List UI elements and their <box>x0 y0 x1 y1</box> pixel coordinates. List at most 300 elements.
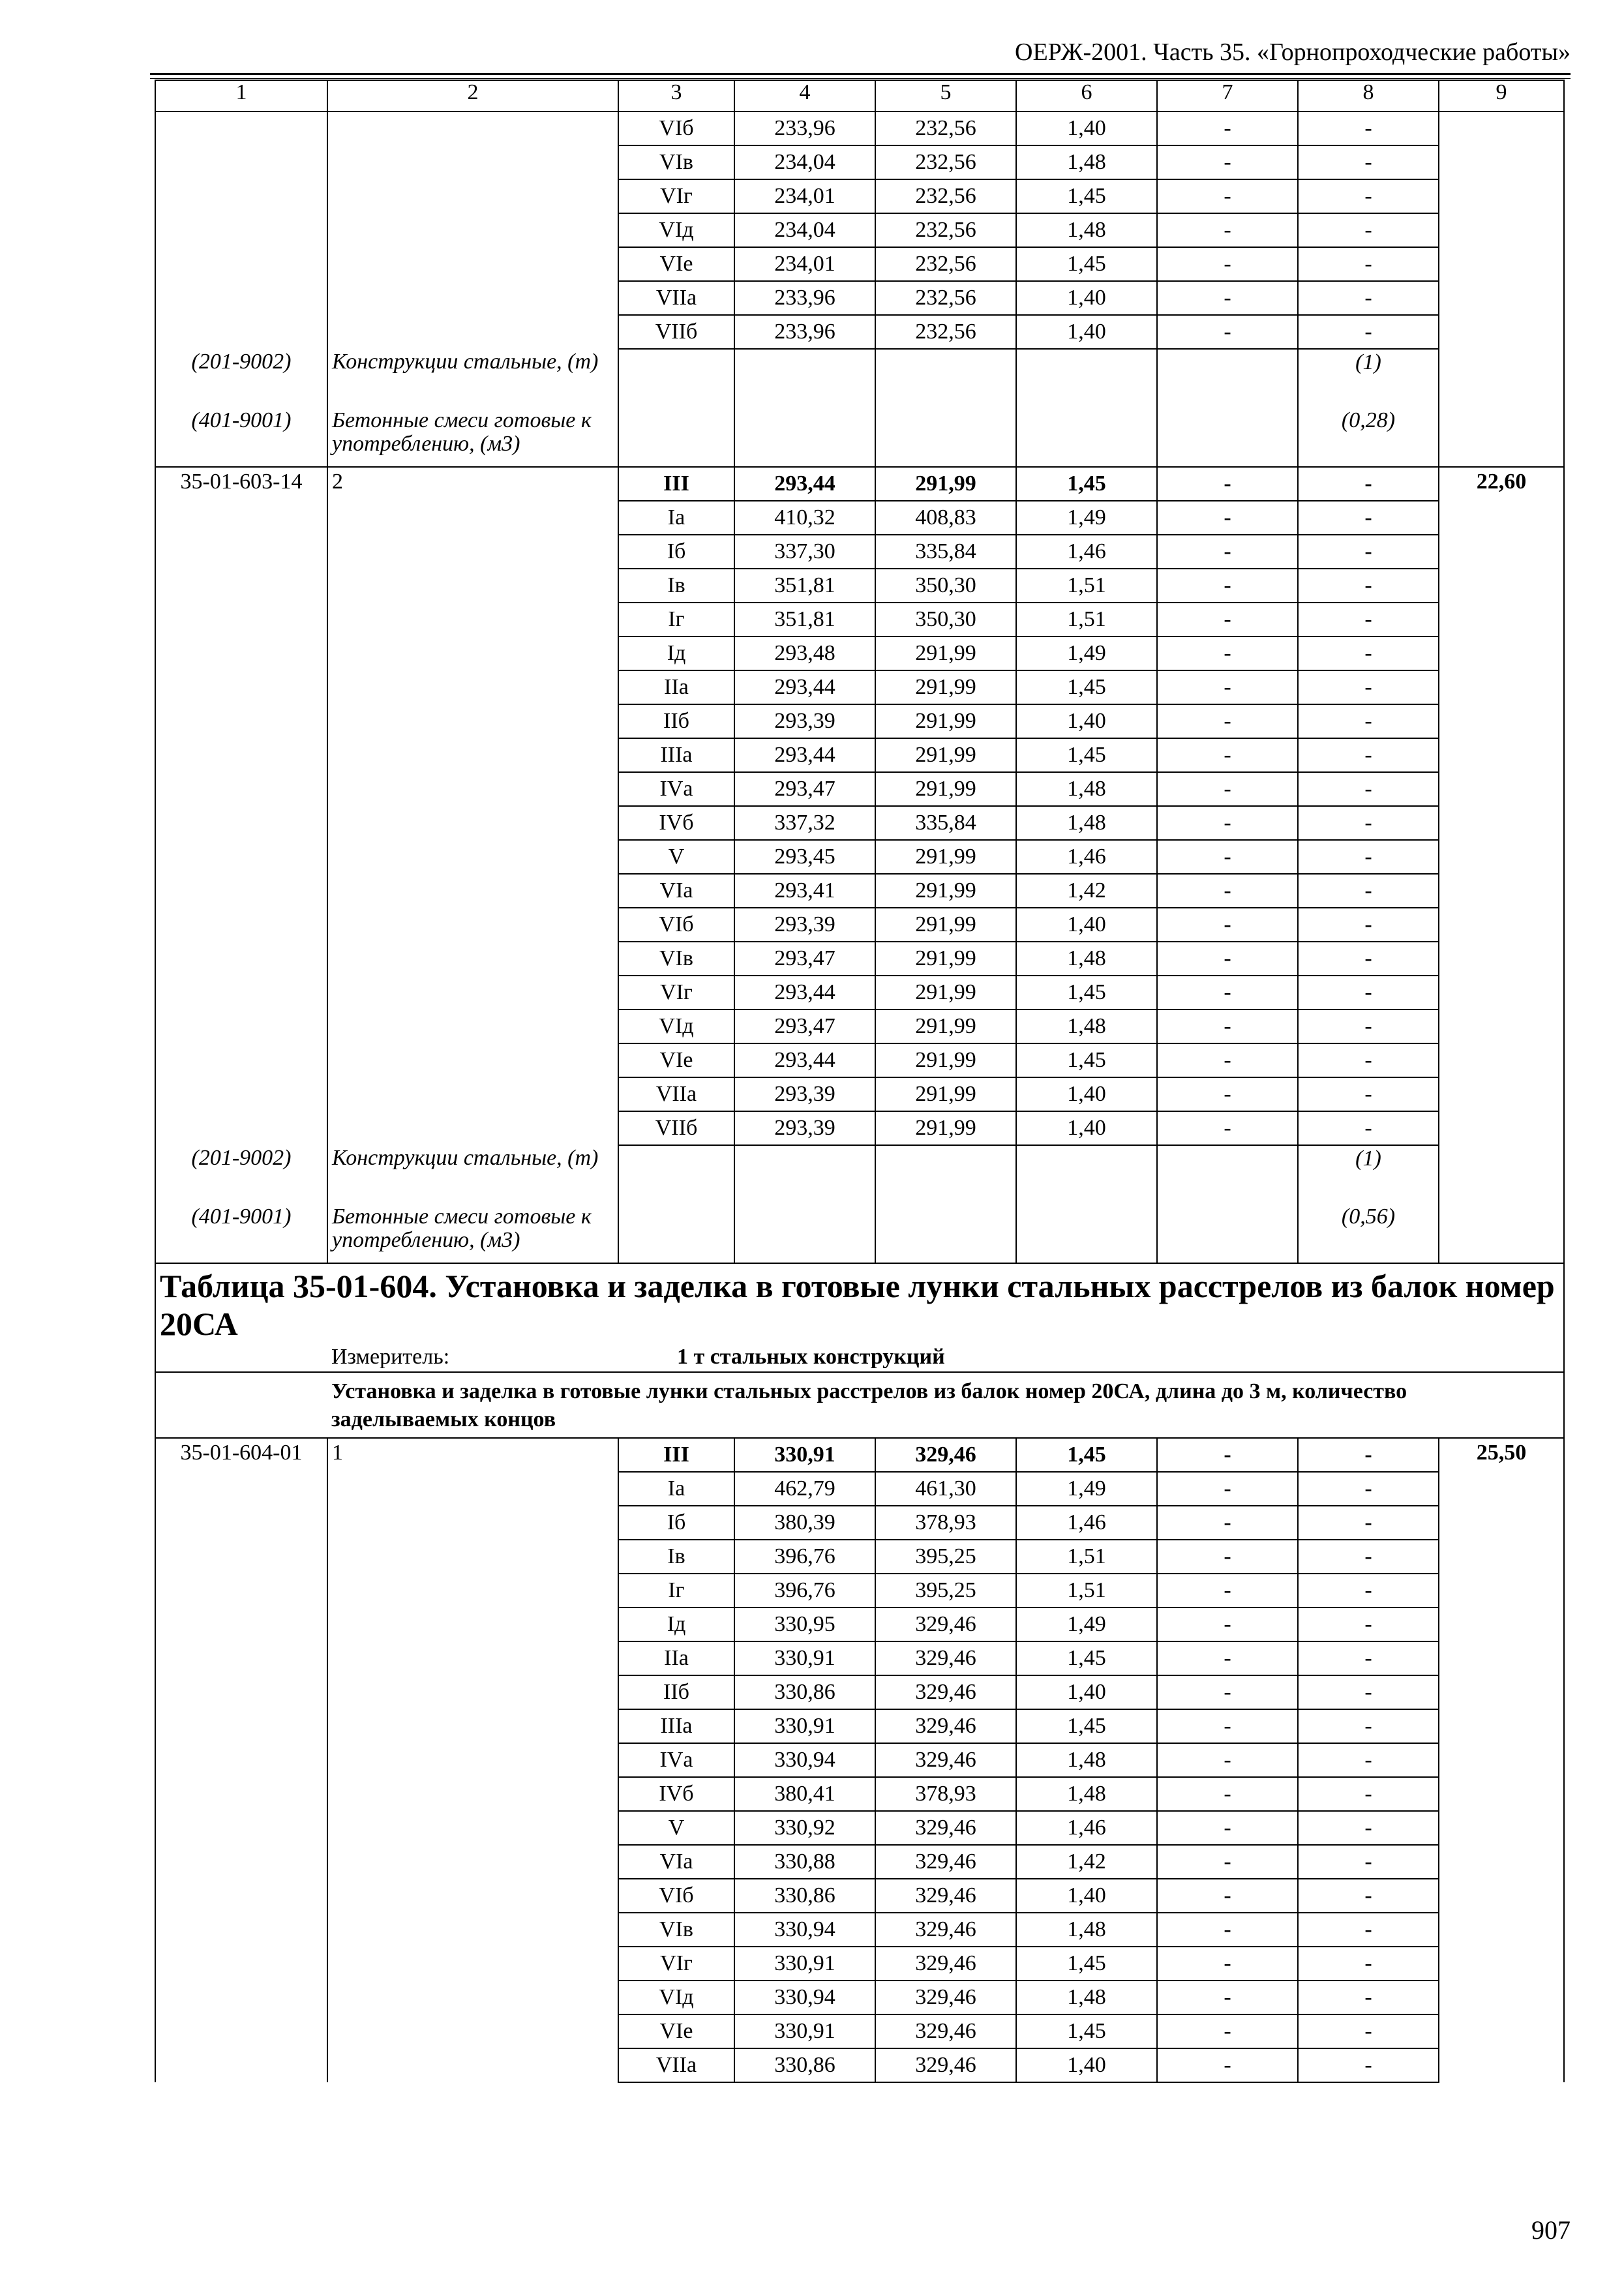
norm-name: 1 <box>327 1438 618 2082</box>
wages-cost: 329,46 <box>875 1743 1016 1777</box>
machine-cost: 1,51 <box>1016 603 1157 636</box>
machine-cost: 1,40 <box>1016 112 1157 145</box>
machine-cost: 1,45 <box>1016 247 1157 281</box>
materials-cost: - <box>1298 1913 1439 1947</box>
zone-code: Iг <box>618 603 734 636</box>
zone-code: VIа <box>618 1845 734 1879</box>
norm-code <box>155 112 327 349</box>
machine-wages: - <box>1157 636 1298 670</box>
machine-wages: - <box>1157 1879 1298 1913</box>
machine-wages: - <box>1157 1777 1298 1811</box>
wages-cost: 291,99 <box>875 840 1016 874</box>
resource-quantity: (0,28) <box>1298 408 1439 467</box>
total-cost: 233,96 <box>734 281 875 315</box>
machine-wages: - <box>1157 1913 1298 1947</box>
zone-code: Iд <box>618 1608 734 1641</box>
materials-cost: - <box>1298 1540 1439 1574</box>
machine-cost: 1,46 <box>1016 1506 1157 1540</box>
resource-quantity: (0,56) <box>1298 1204 1439 1263</box>
wages-cost: 291,99 <box>875 874 1016 908</box>
total-cost: 330,92 <box>734 1811 875 1845</box>
machine-wages: - <box>1157 976 1298 1010</box>
zone-code: VIв <box>618 942 734 976</box>
total-cost: 380,39 <box>734 1506 875 1540</box>
zone-code: Iб <box>618 1506 734 1540</box>
materials-cost: - <box>1298 213 1439 247</box>
total-cost: 337,30 <box>734 535 875 569</box>
zone-code: IIIа <box>618 738 734 772</box>
wages-cost: 232,56 <box>875 112 1016 145</box>
total-cost: 293,39 <box>734 1077 875 1111</box>
total-cost: 330,95 <box>734 1608 875 1641</box>
wages-cost: 291,99 <box>875 1043 1016 1077</box>
total-cost: 330,91 <box>734 1438 875 1472</box>
zone-code: VIе <box>618 247 734 281</box>
resource-empty-cell <box>734 1145 875 1204</box>
resource-code: (401-9001) <box>155 1204 327 1263</box>
total-cost: 293,48 <box>734 636 875 670</box>
column-number: 1 <box>155 80 327 112</box>
zone-code: V <box>618 1811 734 1845</box>
zone-code: IVб <box>618 806 734 840</box>
column-number: 6 <box>1016 80 1157 112</box>
table-row <box>155 467 1564 501</box>
norm-code: 35-01-603-14 <box>155 467 327 1145</box>
total-cost: 380,41 <box>734 1777 875 1811</box>
wages-cost: 329,46 <box>875 1608 1016 1641</box>
wages-cost: 329,46 <box>875 1947 1016 1981</box>
materials-cost: - <box>1298 908 1439 942</box>
resource-empty-cell <box>618 1145 734 1204</box>
machine-cost: 1,48 <box>1016 1010 1157 1043</box>
zone-code: VIа <box>618 874 734 908</box>
materials-cost: - <box>1298 145 1439 179</box>
wages-cost: 291,99 <box>875 908 1016 942</box>
resource-code: (201-9002) <box>155 349 327 408</box>
materials-cost: - <box>1298 738 1439 772</box>
machine-wages: - <box>1157 1743 1298 1777</box>
materials-cost: - <box>1298 2048 1439 2082</box>
resource-empty-cell <box>1016 349 1157 408</box>
machine-cost: 1,48 <box>1016 1981 1157 2014</box>
machine-wages: - <box>1157 535 1298 569</box>
wages-cost: 395,25 <box>875 1540 1016 1574</box>
machine-wages: - <box>1157 1675 1298 1709</box>
resource-empty-cell <box>734 349 875 408</box>
machine-cost: 1,49 <box>1016 636 1157 670</box>
machine-cost: 1,42 <box>1016 874 1157 908</box>
total-cost: 234,04 <box>734 145 875 179</box>
materials-cost: - <box>1298 1574 1439 1608</box>
resource-code: (401-9001) <box>155 408 327 467</box>
machine-cost: 1,45 <box>1016 670 1157 704</box>
zone-code: VIб <box>618 112 734 145</box>
wages-cost: 291,99 <box>875 1010 1016 1043</box>
machine-wages: - <box>1157 1845 1298 1879</box>
machine-wages: - <box>1157 772 1298 806</box>
wages-cost: 232,56 <box>875 281 1016 315</box>
zone-code: Iд <box>618 636 734 670</box>
resource-empty-cell <box>618 408 734 467</box>
machine-wages: - <box>1157 145 1298 179</box>
wages-cost: 291,99 <box>875 704 1016 738</box>
wages-cost: 291,99 <box>875 1077 1016 1111</box>
wages-cost: 329,46 <box>875 1675 1016 1709</box>
machine-cost: 1,40 <box>1016 1675 1157 1709</box>
machine-cost: 1,45 <box>1016 1043 1157 1077</box>
machine-wages: - <box>1157 1043 1298 1077</box>
resource-empty-cell <box>1157 408 1298 467</box>
column-number: 4 <box>734 80 875 112</box>
total-cost: 337,32 <box>734 806 875 840</box>
resource-row <box>155 1204 1564 1263</box>
machine-cost: 1,49 <box>1016 1472 1157 1506</box>
machine-wages: - <box>1157 1709 1298 1743</box>
resource-name: Конструкции стальные, (т) <box>327 349 618 408</box>
materials-cost: - <box>1298 1111 1439 1145</box>
description-row <box>155 1372 1564 1438</box>
machine-cost: 1,42 <box>1016 1845 1157 1879</box>
materials-cost: - <box>1298 467 1439 501</box>
column-number-row <box>155 80 1564 112</box>
machine-wages: - <box>1157 213 1298 247</box>
total-cost: 351,81 <box>734 569 875 603</box>
machine-wages: - <box>1157 1472 1298 1506</box>
total-cost: 330,94 <box>734 1981 875 2014</box>
page-header-title: ОЕРЖ-2001. Часть 35. «Горнопроходческие работы» <box>1015 38 1571 66</box>
resource-empty-cell <box>1016 1145 1157 1204</box>
norm-name <box>327 112 618 349</box>
total-cost: 293,39 <box>734 704 875 738</box>
machine-wages: - <box>1157 738 1298 772</box>
total-cost: 396,76 <box>734 1574 875 1608</box>
machine-cost: 1,40 <box>1016 315 1157 349</box>
machine-cost: 1,46 <box>1016 535 1157 569</box>
wages-cost: 232,56 <box>875 145 1016 179</box>
total-cost: 293,47 <box>734 772 875 806</box>
machine-wages: - <box>1157 1811 1298 1845</box>
materials-cost: - <box>1298 247 1439 281</box>
zone-code: VIд <box>618 1010 734 1043</box>
zone-code: IIб <box>618 704 734 738</box>
machine-cost: 1,48 <box>1016 806 1157 840</box>
wages-cost: 329,46 <box>875 1641 1016 1675</box>
table-row <box>155 1438 1564 1472</box>
wages-cost: 335,84 <box>875 806 1016 840</box>
total-cost: 234,04 <box>734 213 875 247</box>
zone-code: VIIб <box>618 1111 734 1145</box>
materials-cost: - <box>1298 874 1439 908</box>
zone-code: VIг <box>618 179 734 213</box>
zone-code: III <box>618 1438 734 1472</box>
resource-quantity: (1) <box>1298 349 1439 408</box>
machine-wages: - <box>1157 908 1298 942</box>
materials-cost: - <box>1298 670 1439 704</box>
machine-cost: 1,40 <box>1016 2048 1157 2082</box>
wages-cost: 291,99 <box>875 738 1016 772</box>
total-cost: 410,32 <box>734 501 875 535</box>
materials-cost: - <box>1298 1010 1439 1043</box>
machine-cost: 1,45 <box>1016 1947 1157 1981</box>
total-cost: 462,79 <box>734 1472 875 1506</box>
machine-wages: - <box>1157 1641 1298 1675</box>
materials-cost: - <box>1298 1981 1439 2014</box>
resource-empty-cell <box>1016 1204 1157 1263</box>
resource-empty-cell <box>1157 349 1298 408</box>
resource-empty-cell <box>734 1204 875 1263</box>
zone-code: VIIб <box>618 315 734 349</box>
materials-cost: - <box>1298 704 1439 738</box>
machine-cost: 1,45 <box>1016 2014 1157 2048</box>
wages-cost: 329,46 <box>875 1438 1016 1472</box>
column-number: 7 <box>1157 80 1298 112</box>
total-cost: 293,39 <box>734 908 875 942</box>
total-cost: 293,44 <box>734 976 875 1010</box>
norm-name: 2 <box>327 467 618 1145</box>
machine-wages: - <box>1157 2048 1298 2082</box>
machine-cost: 1,48 <box>1016 145 1157 179</box>
resource-name: Бетонные смеси готовые к употреблению, (м3) <box>327 408 618 467</box>
wages-cost: 232,56 <box>875 247 1016 281</box>
measure-spacer <box>155 1343 327 1372</box>
resource-empty-cell <box>875 349 1016 408</box>
materials-cost: - <box>1298 636 1439 670</box>
zone-code: IIб <box>618 1675 734 1709</box>
total-cost: 330,86 <box>734 2048 875 2082</box>
resource-empty-cell <box>734 408 875 467</box>
wages-cost: 395,25 <box>875 1574 1016 1608</box>
machine-cost: 1,48 <box>1016 1743 1157 1777</box>
materials-cost: - <box>1298 806 1439 840</box>
machine-cost: 1,40 <box>1016 704 1157 738</box>
zone-code: VIе <box>618 1043 734 1077</box>
wages-cost: 291,99 <box>875 976 1016 1010</box>
total-cost: 330,94 <box>734 1913 875 1947</box>
machine-wages: - <box>1157 1947 1298 1981</box>
machine-cost: 1,48 <box>1016 1913 1157 1947</box>
resource-row <box>155 408 1564 467</box>
machine-cost: 1,51 <box>1016 1574 1157 1608</box>
resource-code: (201-9002) <box>155 1145 327 1204</box>
total-cost: 293,39 <box>734 1111 875 1145</box>
machine-wages: - <box>1157 1438 1298 1472</box>
wages-cost: 291,99 <box>875 467 1016 501</box>
wages-cost: 232,56 <box>875 213 1016 247</box>
machine-cost: 1,46 <box>1016 840 1157 874</box>
machine-wages: - <box>1157 569 1298 603</box>
zone-code: VIв <box>618 1913 734 1947</box>
wages-cost: 329,46 <box>875 1709 1016 1743</box>
total-cost: 330,91 <box>734 2014 875 2048</box>
norm-code: 35-01-604-01 <box>155 1438 327 2082</box>
norm-description: Установка и заделка в готовые лунки стальных расстрелов из балок номер 20СА, длина до 3 м, количество заделываемых концов <box>327 1372 1564 1438</box>
total-cost: 233,96 <box>734 315 875 349</box>
measure-value: 1 т стальных конструкций <box>618 1343 1564 1372</box>
zone-code: VIе <box>618 2014 734 2048</box>
zone-code: VIIа <box>618 281 734 315</box>
column-number: 2 <box>327 80 618 112</box>
machine-cost: 1,48 <box>1016 772 1157 806</box>
resource-empty-cell <box>1016 408 1157 467</box>
machine-wages: - <box>1157 1506 1298 1540</box>
table-title: Таблица 35-01-604. Установка и заделка в готовые лунки стальных расстрелов из балок номер 20СА <box>155 1263 1564 1343</box>
materials-cost: - <box>1298 1641 1439 1675</box>
materials-cost: - <box>1298 1506 1439 1540</box>
total-cost: 330,94 <box>734 1743 875 1777</box>
machine-cost: 1,45 <box>1016 1438 1157 1472</box>
machine-cost: 1,45 <box>1016 738 1157 772</box>
materials-cost: - <box>1298 112 1439 145</box>
machine-cost: 1,40 <box>1016 1077 1157 1111</box>
wages-cost: 291,99 <box>875 772 1016 806</box>
resource-quantity: (1) <box>1298 1145 1439 1204</box>
materials-cost: - <box>1298 1675 1439 1709</box>
zone-code: VIIа <box>618 1077 734 1111</box>
machine-cost: 1,49 <box>1016 1608 1157 1641</box>
column-number: 8 <box>1298 80 1439 112</box>
machine-wages: - <box>1157 112 1298 145</box>
machine-wages: - <box>1157 603 1298 636</box>
wages-cost: 329,46 <box>875 1845 1016 1879</box>
materials-cost: - <box>1298 501 1439 535</box>
zone-code: IIа <box>618 1641 734 1675</box>
materials-cost: - <box>1298 1077 1439 1111</box>
wages-cost: 291,99 <box>875 1111 1016 1145</box>
total-cost: 396,76 <box>734 1540 875 1574</box>
machine-wages: - <box>1157 281 1298 315</box>
total-cost: 351,81 <box>734 603 875 636</box>
wages-cost: 329,46 <box>875 2048 1016 2082</box>
labor-cost: 22,60 <box>1439 467 1564 1263</box>
machine-cost: 1,46 <box>1016 1811 1157 1845</box>
resource-name: Конструкции стальные, (т) <box>327 1145 618 1204</box>
materials-cost: - <box>1298 1608 1439 1641</box>
machine-wages: - <box>1157 704 1298 738</box>
total-cost: 330,88 <box>734 1845 875 1879</box>
materials-cost: - <box>1298 315 1439 349</box>
materials-cost: - <box>1298 1472 1439 1506</box>
zone-code: VIб <box>618 908 734 942</box>
machine-wages: - <box>1157 467 1298 501</box>
wages-cost: 335,84 <box>875 535 1016 569</box>
machine-cost: 1,51 <box>1016 569 1157 603</box>
materials-cost: - <box>1298 1743 1439 1777</box>
machine-cost: 1,40 <box>1016 908 1157 942</box>
materials-cost: - <box>1298 535 1439 569</box>
total-cost: 293,44 <box>734 467 875 501</box>
resource-empty-cell <box>618 1204 734 1263</box>
materials-cost: - <box>1298 1709 1439 1743</box>
materials-cost: - <box>1298 1845 1439 1879</box>
machine-wages: - <box>1157 1608 1298 1641</box>
wages-cost: 408,83 <box>875 501 1016 535</box>
wages-cost: 329,46 <box>875 1981 1016 2014</box>
total-cost: 330,91 <box>734 1641 875 1675</box>
labor-cost: 25,50 <box>1439 1438 1564 2082</box>
machine-wages: - <box>1157 1111 1298 1145</box>
machine-cost: 1,49 <box>1016 501 1157 535</box>
resource-row <box>155 1145 1564 1204</box>
resource-empty-cell <box>618 349 734 408</box>
machine-cost: 1,48 <box>1016 1777 1157 1811</box>
machine-wages: - <box>1157 942 1298 976</box>
materials-cost: - <box>1298 942 1439 976</box>
wages-cost: 378,93 <box>875 1506 1016 1540</box>
machine-cost: 1,45 <box>1016 976 1157 1010</box>
wages-cost: 329,46 <box>875 1811 1016 1845</box>
measure-row <box>155 1343 1564 1372</box>
zone-code: VIб <box>618 1879 734 1913</box>
machine-wages: - <box>1157 1077 1298 1111</box>
wages-cost: 329,46 <box>875 2014 1016 2048</box>
wages-cost: 291,99 <box>875 942 1016 976</box>
wages-cost: 461,30 <box>875 1472 1016 1506</box>
zone-code: VIIа <box>618 2048 734 2082</box>
header-rule-thin <box>150 78 1571 79</box>
materials-cost: - <box>1298 1879 1439 1913</box>
machine-wages: - <box>1157 247 1298 281</box>
machine-wages: - <box>1157 806 1298 840</box>
materials-cost: - <box>1298 976 1439 1010</box>
table-row <box>155 112 1564 145</box>
wages-cost: 291,99 <box>875 636 1016 670</box>
zone-code: IIа <box>618 670 734 704</box>
zone-code: IVа <box>618 772 734 806</box>
zone-code: Iа <box>618 1472 734 1506</box>
machine-wages: - <box>1157 874 1298 908</box>
machine-wages: - <box>1157 1981 1298 2014</box>
materials-cost: - <box>1298 1811 1439 1845</box>
resource-empty-cell <box>875 1145 1016 1204</box>
wages-cost: 350,30 <box>875 603 1016 636</box>
machine-wages: - <box>1157 2014 1298 2048</box>
machine-cost: 1,45 <box>1016 1709 1157 1743</box>
page-number: 907 <box>1531 2215 1571 2245</box>
total-cost: 234,01 <box>734 179 875 213</box>
zone-code: Iб <box>618 535 734 569</box>
wages-cost: 378,93 <box>875 1777 1016 1811</box>
total-cost: 293,44 <box>734 738 875 772</box>
resource-empty-cell <box>875 408 1016 467</box>
machine-cost: 1,45 <box>1016 467 1157 501</box>
wages-cost: 291,99 <box>875 670 1016 704</box>
column-number: 9 <box>1439 80 1564 112</box>
zone-code: VIг <box>618 1947 734 1981</box>
norms-table <box>155 80 1565 2083</box>
zone-code: Iв <box>618 569 734 603</box>
total-cost: 234,01 <box>734 247 875 281</box>
table-title-row <box>155 1263 1564 1343</box>
machine-wages: - <box>1157 1540 1298 1574</box>
resource-empty-cell <box>1157 1145 1298 1204</box>
materials-cost: - <box>1298 1947 1439 1981</box>
resource-empty-cell <box>1157 1204 1298 1263</box>
total-cost: 293,47 <box>734 942 875 976</box>
total-cost: 233,96 <box>734 112 875 145</box>
zone-code: VIв <box>618 145 734 179</box>
total-cost: 293,45 <box>734 840 875 874</box>
wages-cost: 329,46 <box>875 1879 1016 1913</box>
total-cost: 330,91 <box>734 1947 875 1981</box>
materials-cost: - <box>1298 603 1439 636</box>
materials-cost: - <box>1298 569 1439 603</box>
machine-cost: 1,40 <box>1016 1879 1157 1913</box>
machine-wages: - <box>1157 1574 1298 1608</box>
total-cost: 330,91 <box>734 1709 875 1743</box>
zone-code: VIд <box>618 213 734 247</box>
total-cost: 293,44 <box>734 1043 875 1077</box>
machine-wages: - <box>1157 315 1298 349</box>
